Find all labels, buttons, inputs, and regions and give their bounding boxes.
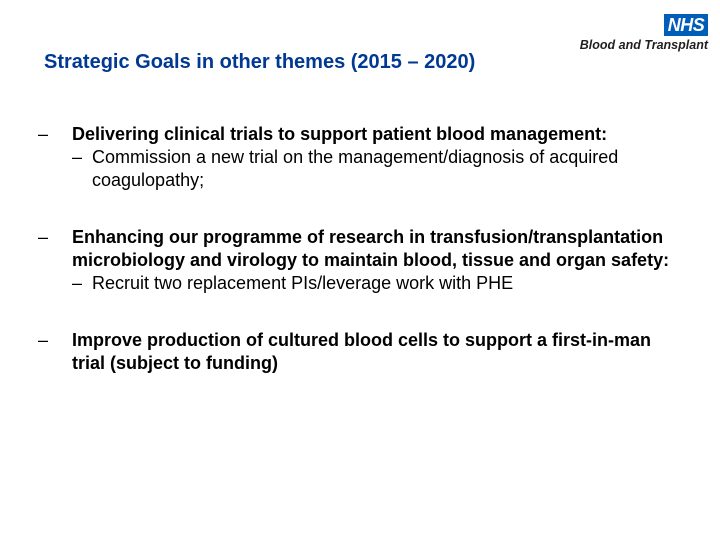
bullet-marker: –: [38, 330, 49, 350]
sub-bullet-text: Recruit two replacement PIs/leverage work with PHE: [92, 273, 514, 293]
bullet-item-cultured-blood-cells: [38, 329, 678, 375]
bullet-item-clinical-trials: [38, 123, 678, 192]
bullet-item-research-programme: [38, 226, 678, 295]
bullet-marker: –: [38, 227, 49, 247]
nhs-blood-and-transplant-logo: [558, 14, 708, 54]
sub-bullet-item: [72, 272, 678, 295]
bullet-marker: –: [38, 124, 49, 144]
bullet-text: Improve production of cultured blood cells to support a first-in-man trial (subject to funding): [72, 330, 652, 373]
logo-subtitle: Blood and Transplant: [579, 38, 708, 52]
slide-title: Strategic Goals in other themes (2015 – 2020): [44, 51, 476, 73]
sub-bullet-marker: –: [72, 273, 83, 293]
sub-bullet-marker: –: [72, 147, 83, 167]
bullet-text: Enhancing our programme of research in transfusion/transplantation microbiology and virology to maintain blood, tissue and organ safety:: [72, 227, 670, 270]
bullet-text: Delivering clinical trials to support patient blood management:: [72, 124, 608, 144]
sub-bullet-text: Commission a new trial on the management/diagnosis of acquired coagulopathy;: [92, 147, 619, 190]
nhs-logo-mark: NHS: [664, 14, 708, 36]
sub-bullet-item: [72, 146, 678, 192]
bullet-list: [38, 123, 678, 409]
